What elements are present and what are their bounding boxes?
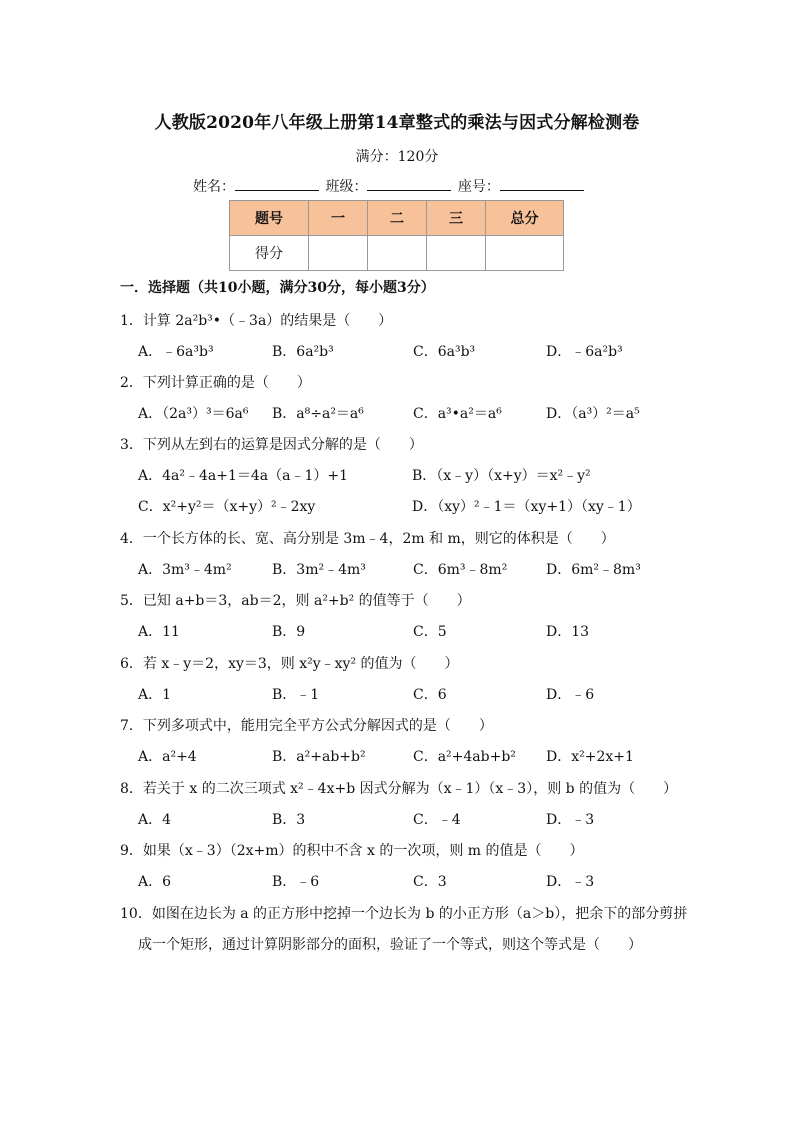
student-info-line [193,176,586,196]
question-options [138,621,738,641]
question-options [138,684,738,704]
question-stem: 1．计算 2a²b³•（﹣3a）的结果是（ ） [120,313,393,329]
option-c[interactable]: C．6m³﹣8m² [413,562,508,578]
score-table-header-row [230,201,564,236]
question-stem: 5．已知 a+b＝3，ab＝2，则 a²+b² 的值等于（ ） [120,593,471,609]
option-d[interactable]: D．﹣6a²b³ [546,344,623,360]
score-header-cell: 三 [427,201,486,236]
option-d[interactable]: D．6m²﹣8m³ [546,562,641,578]
question-stem: 9．如果（x﹣3）（2x+m）的积中不含 x 的一次项，则 m 的值是（ ） [120,843,584,859]
class-blank[interactable] [367,176,451,191]
question-options [138,871,738,891]
question-stem: 3．下列从左到右的运算是因式分解的是（ ） [120,437,423,453]
option-a[interactable]: A．6 [138,874,172,890]
option-c[interactable]: C．a²+4ab+b² [413,749,516,765]
option-a[interactable]: A．（2a³）³＝6a⁶ [138,406,249,422]
score-cell[interactable] [368,236,427,271]
question-stem-continued: 成一个矩形，通过计算阴影部分的面积，验证了一个等式，则这个等式是（ ） [138,937,642,953]
section-heading: 一．选择题（共10小题，满分30分，每小题3分） [120,280,435,296]
score-cell[interactable] [486,236,564,271]
option-b[interactable]: B．3m²﹣4m³ [272,562,366,578]
score-cell[interactable] [427,236,486,271]
question-options [138,809,738,829]
option-d[interactable]: D．（a³）²＝a⁵ [546,406,640,422]
question-stem: 10．如图在边长为 a 的正方形中挖掉一个边长为 b 的小正方形（a＞b），把余下的部分剪拼 [120,906,688,922]
option-d[interactable]: D．﹣3 [546,812,595,828]
question-options [138,559,738,579]
score-header-cell: 一 [309,201,368,236]
option-b[interactable]: B．a²+ab+b² [272,749,366,765]
option-c[interactable]: C．a³•a²＝a⁶ [413,406,502,422]
question-stem: 2．下列计算正确的是（ ） [120,375,311,391]
score-table [229,200,564,271]
option-c[interactable]: C．﹣4 [413,812,461,828]
option-b[interactable]: B．﹣1 [272,687,320,703]
question-options [138,496,738,516]
option-c[interactable]: C．5 [413,624,447,640]
score-table-row [230,236,564,271]
seat-label: 座号： [457,179,500,195]
option-a[interactable]: A．11 [138,624,180,640]
option-c[interactable]: C．6 [413,687,447,703]
class-label: 班级： [325,179,368,195]
full-mark: 满分：120分 [355,149,439,165]
option-b[interactable]: B．3 [272,812,306,828]
question-stem: 7．下列多项式中，能用完全平方公式分解因式的是（ ） [120,718,493,734]
name-label: 姓名： [193,179,235,195]
option-b[interactable]: B．9 [272,624,306,640]
option-d[interactable]: D．﹣6 [546,687,595,703]
option-a[interactable]: A．a²+4 [138,749,197,765]
option-b[interactable]: B．a⁸÷a²＝a⁶ [272,406,364,422]
score-header-cell: 题号 [230,201,309,236]
question-options [138,746,738,766]
option-d[interactable]: D．x²+2x+1 [546,749,634,765]
question-stem: 4．一个长方体的长、宽、高分别是 3m﹣4，2m 和 m，则它的体积是（ ） [120,531,615,547]
score-header-cell: 二 [368,201,427,236]
score-cell[interactable] [309,236,368,271]
option-d[interactable]: D．﹣3 [546,874,595,890]
option-c[interactable]: C．x²+y²＝（x+y）²﹣2xy [138,499,316,515]
option-b[interactable]: B．（x﹣y）（x+y）＝x²﹣y² [412,468,591,484]
question-stem: 6．若 x﹣y＝2，xy＝3，则 x²y﹣xy² 的值为（ ） [120,656,459,672]
question-options [138,403,738,423]
option-b[interactable]: B．6a²b³ [272,344,334,360]
score-row-label: 得分 [230,236,309,271]
option-a[interactable]: A．4 [138,812,172,828]
question-options [138,341,738,361]
question-stem: 8．若关于 x 的二次三项式 x²﹣4x+b 因式分解为（x﹣1）（x﹣3），则 b 的值为（ ） [120,781,678,797]
option-a[interactable]: A．﹣6a³b³ [138,344,214,360]
question-options [138,465,738,485]
option-c[interactable]: C．6a³b³ [413,344,476,360]
option-a[interactable]: A．3m³﹣4m² [138,562,232,578]
page-title: 人教版2020年八年级上册第14章整式的乘法与因式分解检测卷 [154,113,640,133]
option-c[interactable]: C．3 [413,874,447,890]
name-blank[interactable] [235,176,319,191]
seat-blank[interactable] [500,176,584,191]
option-d[interactable]: D．13 [546,624,590,640]
option-d[interactable]: D．（xy）²﹣1＝（xy+1）（xy﹣1） [412,499,641,515]
option-a[interactable]: A．1 [138,687,172,703]
score-header-cell: 总分 [486,201,564,236]
option-a[interactable]: A．4a²﹣4a+1＝4a（a﹣1）+1 [138,468,349,484]
option-b[interactable]: B．﹣6 [272,874,320,890]
